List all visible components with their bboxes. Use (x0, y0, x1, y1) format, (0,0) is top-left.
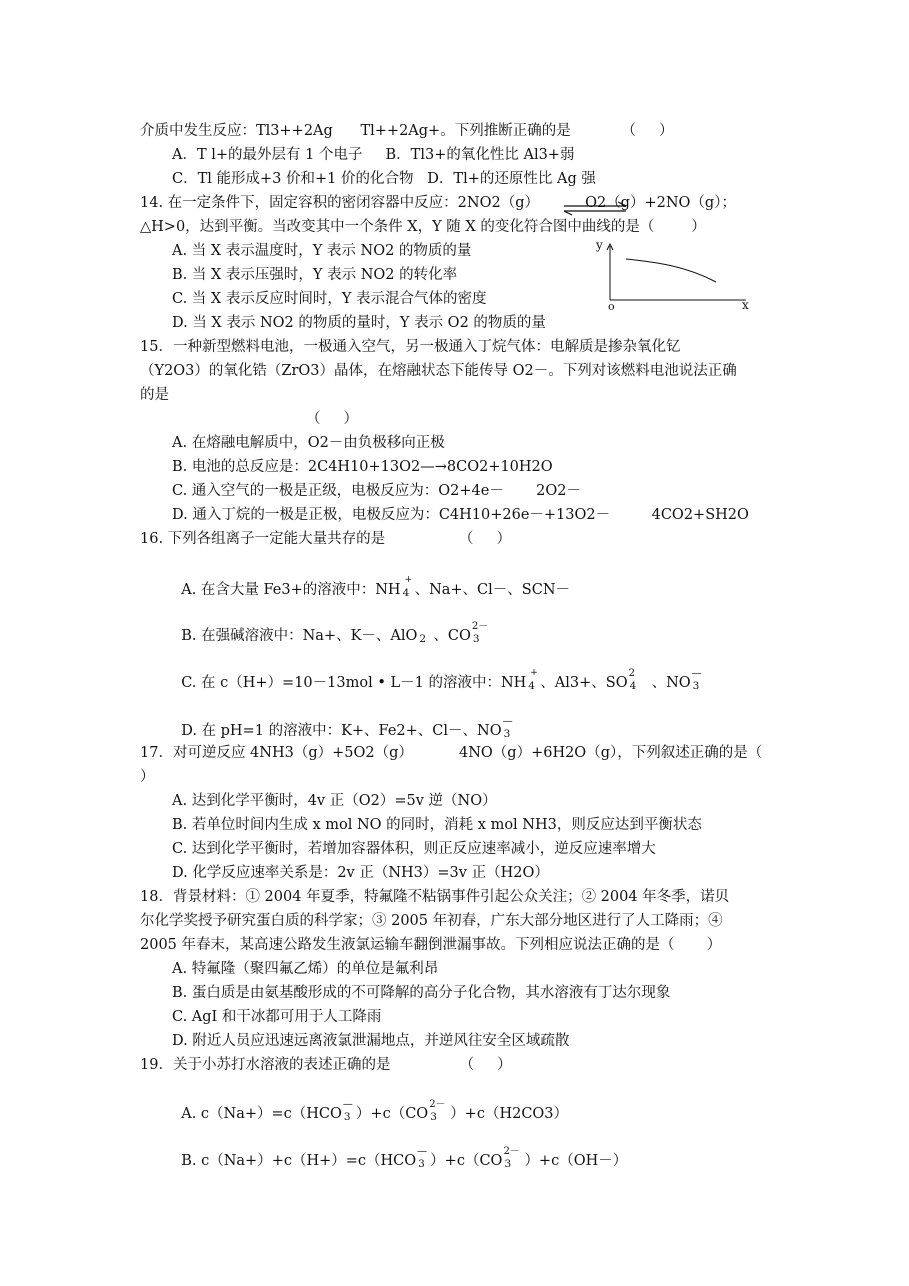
q19-option-a (172, 1087, 568, 1123)
q16-c-sub3: 3 (692, 680, 700, 692)
q19-a-part1: A. c（Na+）=c（HCO (181, 1106, 342, 1122)
q18-stem-line2: 尔化学奖授予研究蛋白质的科学家；③ 2005 年初春，广东大部分地区进行了人工降雨；④ (140, 913, 723, 929)
q19-a-sup2: 2－ (429, 1099, 446, 1110)
q14-stem-line2: △H>0，达到平衡。当改变其中一个条件 X，Y 随 X 的变化符合图中曲线的是（ ） (140, 219, 706, 235)
q14-stem-line1: 14. 在一定条件下，固定容积的密闭容器中反应：2NO2（g） O2（g）+2NO（g）； (140, 195, 736, 211)
q18-option-a: A. 特氟隆（聚四氟乙烯）的单位是氟利昂 (172, 961, 439, 977)
q19-b-sup1: — (417, 1146, 428, 1157)
q16-d-ion-mark (502, 716, 516, 740)
q19-a-sub1: 3 (343, 1111, 351, 1123)
q14-option-d: D. 当 X 表示 NO2 的物质的量时，Y 表示 O2 的物质的量 (172, 315, 546, 331)
q15-option-d: D. 通入丁烷的一极是正极，电极反应为：C4H10+26e－+13O2－ 4CO2+SH2O (172, 507, 749, 523)
q19-b-ion-mark2 (502, 1146, 524, 1170)
q15-option-b: B. 电池的总反应是：2C4H10+13O2—→8CO2+10H2O (172, 459, 553, 475)
q16-b-sub-mark (417, 627, 433, 645)
q15-stem-line3: 的是 (140, 387, 169, 403)
q16-c-ion-mark1 (526, 668, 540, 692)
q16-c-sup2: 2 (628, 668, 635, 679)
q18-option-d: D. 附近人员应迅速远离液氯泄漏地点，并逆风往安全区域疏散 (172, 1033, 570, 1049)
graph-y-label: y (596, 238, 603, 252)
q15-option-c: C. 通入空气的一极是正级，电极反应为：O2+4e－ 2O2－ (172, 483, 581, 499)
q16-c-mid1: 、Al3+、SO (540, 675, 628, 691)
q17-option-a: A. 达到化学平衡时，4v 正（O2）=5v 逆（NO） (172, 793, 497, 809)
q16-c-ion-mark2 (628, 668, 652, 692)
q16-b-text: B. 在强碱溶液中：Na+、K－、AlO (181, 628, 418, 644)
q19-option-b (172, 1134, 627, 1170)
q16-a-sub: 4 (402, 587, 410, 599)
q18-stem-line1: 18．背景材料：① 2004 年夏季，特氟隆不粘锅事件引起公众关注；② 2004 年冬季，诺贝 (140, 889, 730, 905)
q16-c-sub1: 4 (528, 680, 535, 692)
q14-option-b: B. 当 X 表示压强时，Y 表示 NO2 的转化率 (172, 267, 458, 283)
q19-a-ion-mark2 (428, 1099, 450, 1123)
q15-option-a: A. 在熔融电解质中，O2－由负极移向正极 (172, 435, 445, 451)
q19-b-sub2: 3 (504, 1158, 512, 1170)
q16-a-text: A. 在含大量 Fe3+的溶液中：NH (181, 582, 401, 598)
q17-stem-line2: ） (140, 769, 155, 785)
q13-stem: 介质中发生反应：Tl3++2Ag Tl++2Ag+。下列推断正确的是 （ ） (140, 123, 674, 139)
q16-b-sub2: 3 (472, 633, 480, 645)
q16-a-ion-mark (401, 575, 415, 599)
q16-c-sub2: 4 (629, 680, 637, 692)
q16-d-sub: 3 (503, 728, 511, 740)
q19-a-part2: ）+c（CO (355, 1106, 429, 1122)
q14-option-a: A. 当 X 表示温度时，Y 表示 NO2 的物质的量 (172, 243, 472, 259)
q16-option-b (172, 609, 491, 645)
q19-stem: 19．关于小苏打水溶液的表述正确的是 （ ） (140, 1057, 512, 1073)
q15-answer-bracket: （ ） (306, 411, 359, 427)
q17-option-b: B. 若单位时间内生成 x mol NO 的同时，消耗 x mol NH3，则反应达到平衡状态 (172, 817, 702, 833)
q19-b-part2: ）+c（CO (430, 1153, 503, 1169)
q17-option-c: C. 达到化学平衡时，若增加容器体积，则正反应速率减小，逆反应速率增大 (172, 841, 656, 857)
graph-origin-label: o (608, 300, 615, 313)
q13-options-ab: A．T l+的最外层有 1 个电子 B．Tl3+的氧化性比 Al3+弱 (172, 147, 575, 163)
q19-a-part3: ）+c（H2CO3） (450, 1106, 569, 1122)
q19-b-ion-mark1 (416, 1146, 430, 1170)
q18-option-c: C. AgI 和干冰都可用于人工降雨 (172, 1009, 382, 1025)
q19-b-sup2: 2－ (503, 1146, 520, 1157)
q16-option-d (172, 704, 516, 740)
q16-d-text: D. 在 pH=1 的溶液中：K+、Fe2+、Cl－、NO (181, 723, 502, 739)
q18-stem-line3: 2005 年春末，某高速公路发生液氯运输车翻倒泄漏事故。下列相应说法正确的是（ ） (140, 937, 722, 953)
q13-options-cd: C．Tl 能形成+3 价和+1 价的化合物 D．Tl+的还原性比 Ag 强 (172, 171, 596, 187)
q15-stem-line2: （Y2O3）的氧化锆（ZrO3）晶体，在熔融状态下能传导 O2－。下列对该燃料电池说法正确 (140, 363, 737, 379)
q16-c-plus-mark: + (530, 668, 538, 678)
q16-b-mid: 、CO (433, 628, 471, 644)
q16-b-ion-mark (471, 621, 491, 645)
q16-option-a (172, 563, 570, 599)
q17-option-d: D. 化学反应速率关系是：2v 正（NH3）=3v 正（H2O） (172, 865, 549, 881)
graph-x-label: x (742, 298, 749, 312)
q14-option-c: C. 当 X 表示反应时间时，Y 表示混合气体的密度 (172, 291, 487, 307)
q16-a-rest: 、Na+、Cl－、SCN－ (414, 582, 571, 598)
q19-b-sub1: 3 (418, 1158, 425, 1170)
q19-b-part1: B. c（Na+）+c（H+）=c（HCO (181, 1153, 417, 1169)
q16-stem: 16. 下列各组离子一定能大量共存的是 （ ） (140, 531, 511, 547)
q19-b-part3: ）+c（OH－） (524, 1153, 628, 1169)
q17-stem-line1: 17．对可逆反应 4NH3（g）+5O2（g） 4NO（g）+6H2O（g），下列叙述正确的是（ (140, 745, 763, 761)
q18-option-b: B. 蛋白质是由氨基酸形成的不可降解的高分子化合物，其水溶液有丁达尔现象 (172, 985, 671, 1001)
q15-stem-line1: 15．一种新型燃料电池，一极通入空气，另一极通入丁烷气体：电解质是掺杂氧化钇 (140, 339, 681, 355)
q16-b-sub: 2 (419, 633, 427, 645)
equilibrium-arrow-icon (560, 198, 630, 218)
q14-curve-graph (596, 238, 756, 314)
q16-a-plus-mark: + (404, 575, 413, 585)
q19-a-ion-mark1 (342, 1099, 356, 1123)
q19-a-sup1: — (342, 1099, 353, 1110)
q16-c-mid2: 、NO (651, 675, 691, 691)
q16-c-sup3: — (691, 668, 702, 679)
q16-c-ion-mark3 (691, 668, 705, 692)
q16-option-c (172, 656, 705, 692)
q16-b-sup: 2－ (471, 621, 489, 632)
q19-a-sub2: 3 (430, 1111, 437, 1123)
q16-c-text: C. 在 c（H+）=10－13mol • L－1 的溶液中：NH (181, 675, 527, 691)
q16-d-sup: — (502, 716, 513, 727)
